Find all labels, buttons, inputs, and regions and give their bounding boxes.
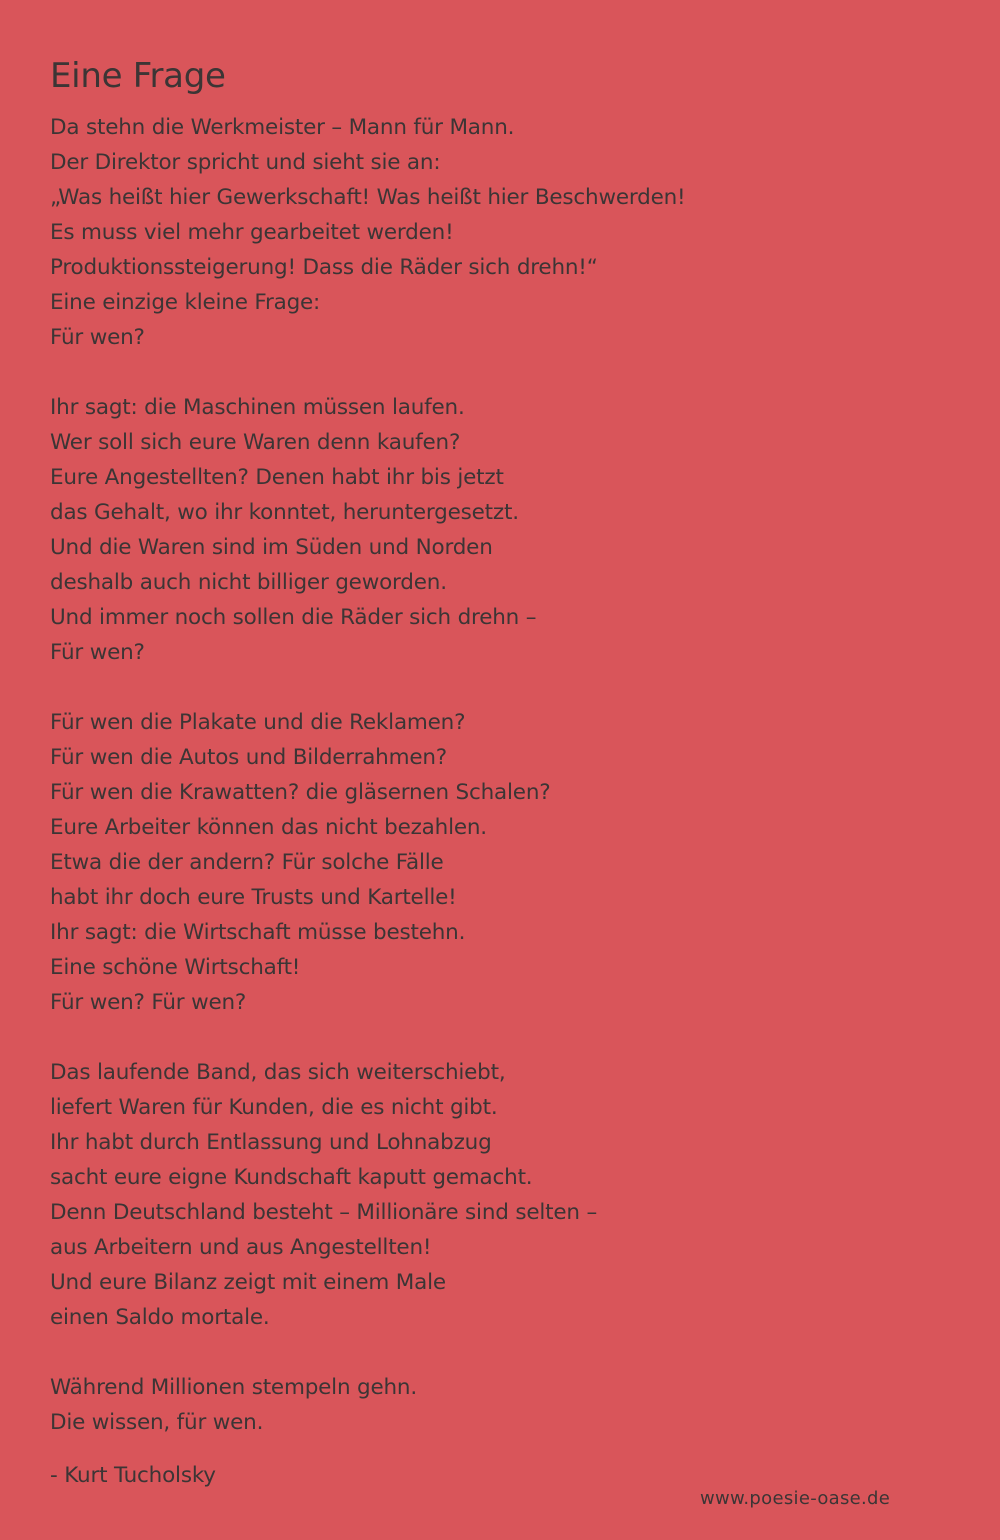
poem-line: Für wen die Autos und Bilderrahmen? — [50, 745, 448, 770]
poem-line: Ihr sagt: die Maschinen müssen laufen. — [50, 395, 465, 420]
poem-line: Eure Arbeiter können das nicht bezahlen. — [50, 815, 487, 840]
poem-line: Der Direktor spricht und sieht sie an: — [50, 150, 441, 175]
poem-stanza — [50, 390, 950, 670]
poem-stanza — [50, 705, 950, 1020]
poem-line: Für wen? — [50, 325, 145, 350]
poem-line: Wer soll sich eure Waren denn kaufen? — [50, 430, 461, 455]
poem-line: Für wen die Krawatten? die gläsernen Schalen? — [50, 780, 551, 805]
poem-author: - Kurt Tucholsky — [50, 1463, 216, 1488]
poem-stanza — [50, 1370, 950, 1440]
poem-line: aus Arbeitern und aus Angestellten! — [50, 1235, 432, 1260]
poem-line: Für wen? Für wen? — [50, 990, 247, 1015]
poem-line: Eure Angestellten? Denen habt ihr bis jetzt — [50, 465, 504, 490]
poem-line: Für wen? — [50, 640, 145, 665]
poem-line: Und immer noch sollen die Räder sich drehn – — [50, 605, 537, 630]
poem-line: Eine schöne Wirtschaft! — [50, 955, 301, 980]
poem-stanza — [50, 1055, 950, 1335]
poem-line: Denn Deutschland besteht – Millionäre sind selten – — [50, 1200, 598, 1225]
poem-line: liefert Waren für Kunden, die es nicht gibt. — [50, 1095, 498, 1120]
poem-line: das Gehalt, wo ihr konntet, heruntergesetzt. — [50, 500, 519, 525]
poem-line: Da stehn die Werkmeister – Mann für Mann. — [50, 115, 515, 140]
poem-line: Eine einzige kleine Frage: — [50, 290, 321, 315]
poem-line: Produktionssteigerung! Dass die Räder sich drehn!“ — [50, 255, 598, 280]
poem-line: Es muss viel mehr gearbeitet werden! — [50, 220, 454, 245]
poem-line: Die wissen, für wen. — [50, 1410, 264, 1435]
poem-line: „Was heißt hier Gewerkschaft! Was heißt hier Beschwerden! — [50, 185, 686, 210]
poem-line: Während Millionen stempeln gehn. — [50, 1375, 417, 1400]
poem-line: Und eure Bilanz zeigt mit einem Male — [50, 1270, 446, 1295]
poem-line: habt ihr doch eure Trusts und Kartelle! — [50, 885, 457, 910]
poem-line: Etwa die der andern? Für solche Fälle — [50, 850, 444, 875]
poem-line: Ihr habt durch Entlassung und Lohnabzug — [50, 1130, 492, 1155]
poem-title: Eine Frage — [50, 56, 226, 96]
poem-line: einen Saldo mortale. — [50, 1305, 270, 1330]
poem-line: sacht eure eigne Kundschaft kaputt gemacht. — [50, 1165, 533, 1190]
poem-body — [50, 110, 950, 1440]
poem-line: deshalb auch nicht billiger geworden. — [50, 570, 447, 595]
poem-line: Ihr sagt: die Wirtschaft müsse bestehn. — [50, 920, 466, 945]
poem-line: Und die Waren sind im Süden und Norden — [50, 535, 493, 560]
website-watermark: www.poesie-oase.de — [700, 1488, 891, 1509]
poem-line: Das laufende Band, das sich weiterschiebt, — [50, 1060, 506, 1085]
poem-line: Für wen die Plakate und die Reklamen? — [50, 710, 466, 735]
poem-card — [50, 52, 950, 1475]
poem-stanza — [50, 110, 950, 355]
